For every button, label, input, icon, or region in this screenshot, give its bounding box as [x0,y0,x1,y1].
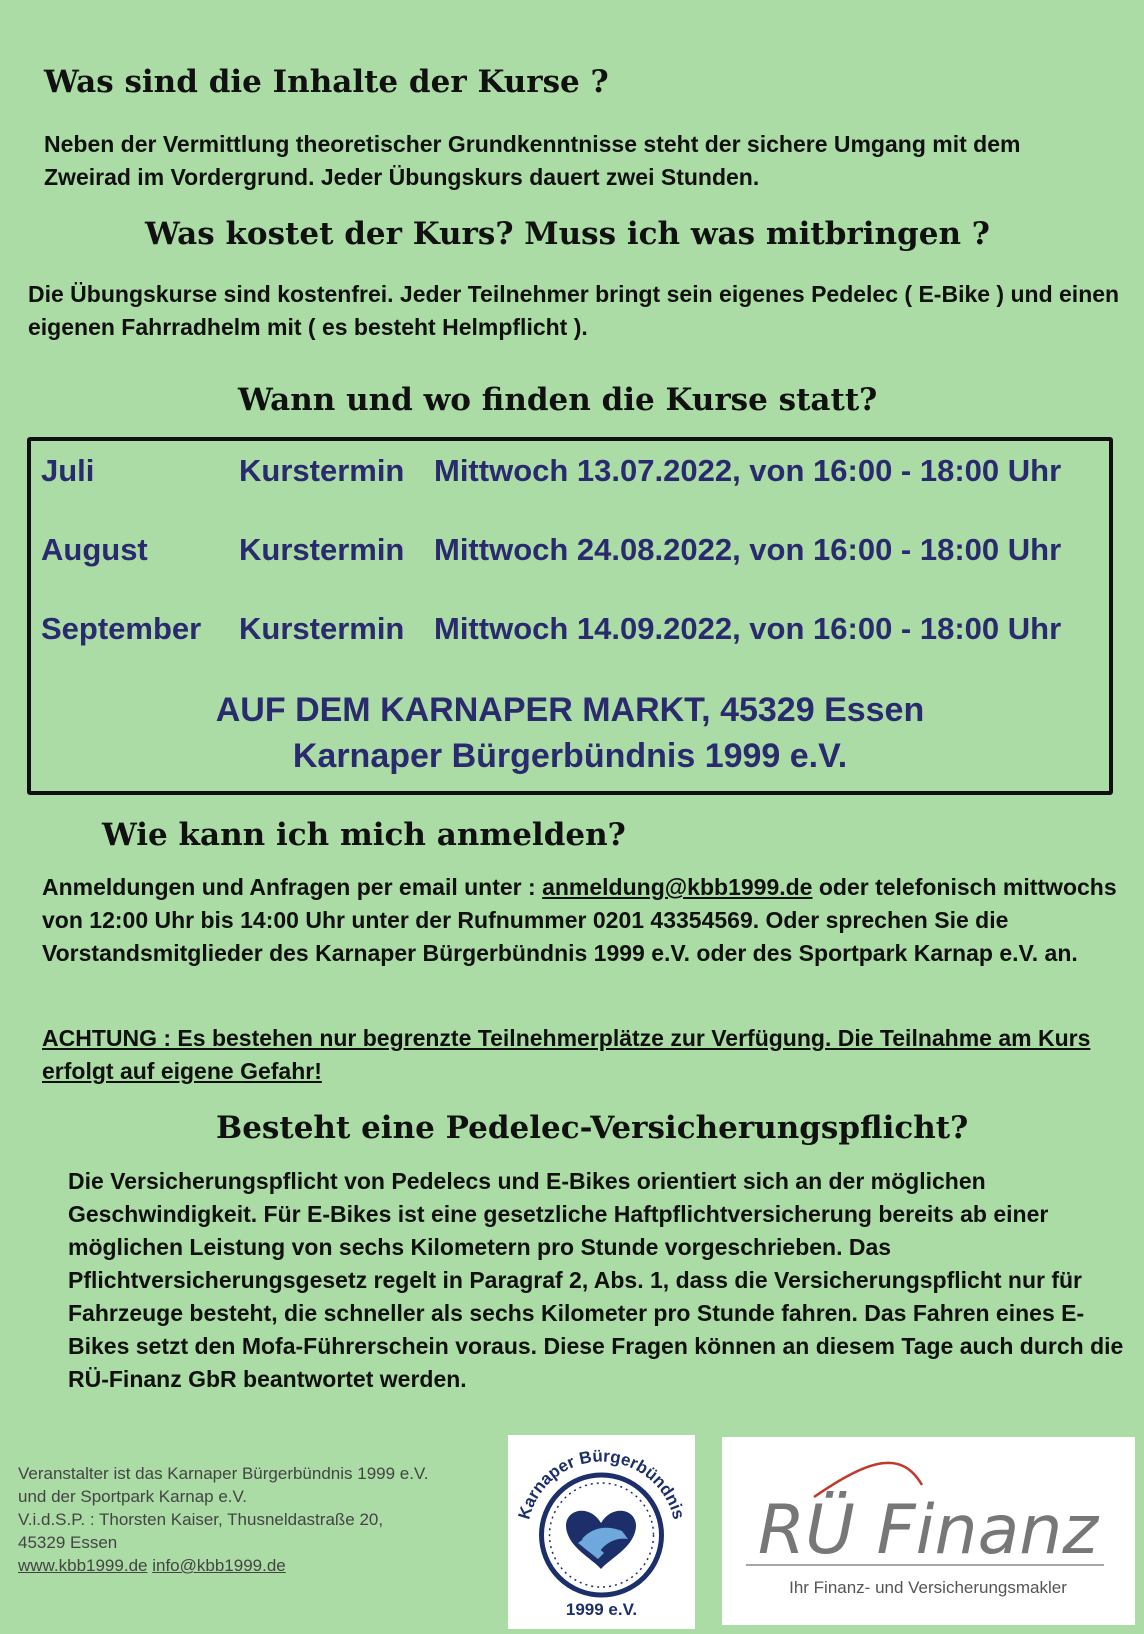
schedule-date: Mittwoch 14.09.2022, von 16:00 - 18:00 Uhr [434,611,1062,646]
schedule-heading: Wann und wo finden die Kurse statt? [238,382,878,418]
ru-finanz-logo [722,1437,1135,1625]
footer-info [18,1462,428,1577]
cost-text: Die Übungskurse sind kostenfrei. Jeder Teilnehmer bringt sein eigenes Pedelec ( E-Bike ) und einen eigenen Fahrradhelm mit ( es besteht Helmpflicht ). [28,281,1120,340]
register-warning: ACHTUNG : Es bestehen nur begrenzte Teilnehmerplätze zur Verfügung. Die Teilnahme am Kurs erfolgt auf eigene Gefahr! [42,1025,1091,1084]
schedule-month: September [41,611,202,646]
kbb-logo [508,1435,695,1629]
svg-text:Karnaper Bürgerbündnis [514,1446,688,1521]
register-text [42,871,1132,970]
register-text-before: Anmeldungen und Anfragen per email unter : [42,874,543,900]
kbb-arc-text: Karnaper Bürgerbündnis [514,1446,689,1522]
footer-email-link[interactable]: info@kbb1999.de [152,1556,286,1575]
footer-line: Veranstalter ist das Karnaper Bürgerbündnis 1999 e.V. [18,1464,429,1483]
cost-heading: Was kostet der Kurs? Muss ich was mitbringen ? [145,216,990,252]
footer-links [18,1554,428,1577]
insurance-heading: Besteht eine Pedelec-Versicherungspflicht? [216,1110,969,1146]
footer-line: 45329 Essen [18,1533,118,1552]
schedule-month: August [41,532,148,567]
ru-finanz-name: RÜ Finanz [757,1491,1099,1570]
courses-heading: Was sind die Inhalte der Kurse ? [44,64,609,100]
venue-line-2: Karnaper Bürgerbündnis 1999 e.V. [292,737,848,775]
footer-website-link[interactable]: www.kbb1999.de [18,1556,148,1575]
schedule-label: Kurstermin [239,453,405,488]
register-heading: Wie kann ich mich anmelden? [102,817,626,853]
ru-finanz-logo-graphic [722,1437,1135,1625]
schedule-label: Kurstermin [239,532,405,567]
register-text-after: oder telefonisch mittwochs von 12:00 Uhr bis 14:00 Uhr unter der Rufnummer 0201 43354569. Oder sprechen Sie die Vorstandsmitglieder des Karnaper Bürgerbündnis 1999 e.V. oder des Sportpark Karnap e.V. an. [42,874,1117,966]
schedule-box [27,437,1113,795]
schedule-date: Mittwoch 24.08.2022, von 16:00 - 18:00 Uhr [434,532,1062,567]
footer-line: und der Sportpark Karnap e.V. [18,1487,248,1506]
kbb-year: 1999 e.V. [565,1600,638,1619]
schedule-label: Kurstermin [239,611,405,646]
footer-line: V.i.d.S.P. : Thorsten Kaiser, Thusneldastraße 20, [18,1510,384,1529]
kbb-logo-graphic [508,1435,695,1629]
schedule-date: Mittwoch 13.07.2022, von 16:00 - 18:00 Uhr [434,453,1062,488]
schedule-month: Juli [41,453,95,488]
venue-line-1: AUF DEM KARNAPER MARKT, 45329 Essen [215,691,925,729]
insurance-text: Die Versicherungspflicht von Pedelecs und E-Bikes orientiert sich an der möglichen Geschwindigkeit. Für E-Bikes ist eine gesetzliche Haftpflichtversicherung bereits ab einer möglichen Leistung von sechs Kilometern pro Stunde vorgeschrieben. Das Pflichtversicherungsgesetz regelt in Paragraf 2, Abs. 1, dass die Versicherungspflicht nur für Fahrzeuge besteht, die schneller als sechs Kilometer pro Stunde fahren. Das Fahren eines E-Bikes setzt den Mofa-Führerschein voraus. Diese Fragen können an diesem Tage auch durch die RÜ-Finanz GbR beantwortet werden. [68,1168,1124,1392]
ru-finanz-tagline: Ihr Finanz- und Versicherungsmakler [789,1578,1067,1597]
register-email-link[interactable]: anmeldung@kbb1999.de [542,874,813,900]
courses-text: Neben der Vermittlung theoretischer Grundkenntnisse steht der sichere Umgang mit dem Zweirad im Vordergrund. Jeder Übungskurs dauert zwei Stunden. [44,131,1021,190]
